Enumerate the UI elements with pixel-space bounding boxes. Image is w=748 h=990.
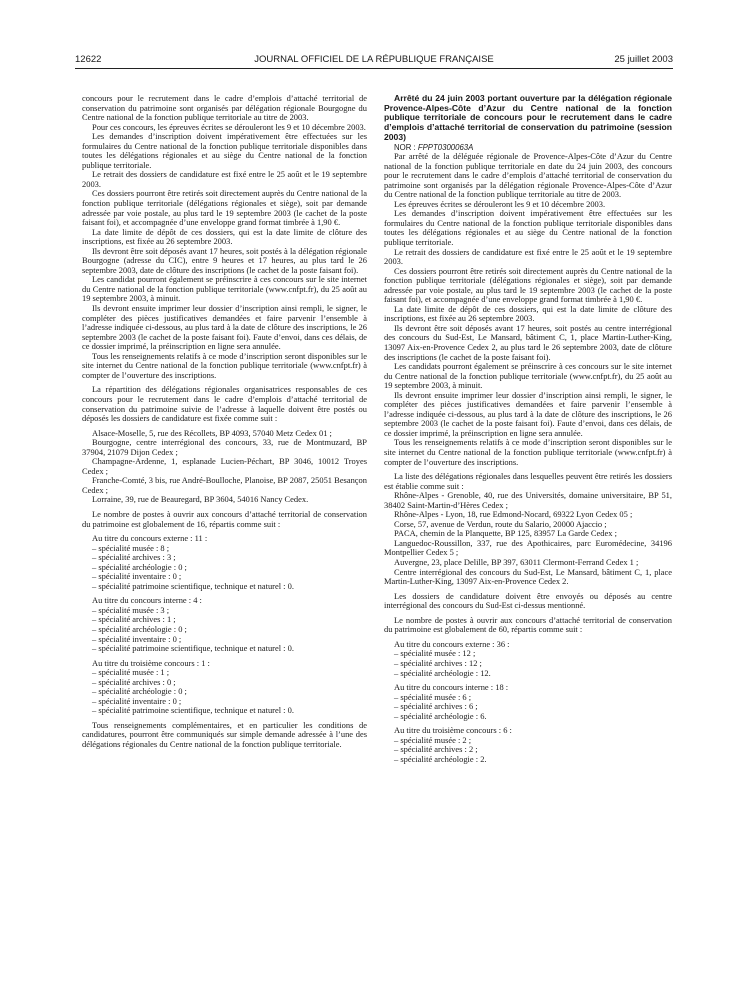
paragraph: Les demandes d’inscription doivent impérativement être effectuées sur les formulaires du Centre national de la fonction publique territoriale disponibles dans toutes les délégations régionales et au siège du Centre national de la fonction publique territoriale. [384, 208, 672, 247]
list-item: – spécialité musée : 3 ; [92, 604, 170, 615]
paragraph: Le nombre de postes à ouvrir aux concours d’attaché territorial de conservation du patrimoine est globalement de 16, répartis comme suit : [82, 508, 367, 529]
paragraph: Le retrait des dossiers de candidature est fixé entre le 25 août et le 19 septembre 2003. [82, 169, 367, 189]
list-item: – spécialité archives : 3 ; [92, 552, 176, 563]
paragraph: Pour ces concours, les épreuves écrites se dérouleront les 9 et 10 décembre 2003. [92, 121, 366, 132]
nor-label: NOR : [394, 142, 416, 152]
list-item: – spécialité inventaire : 0 ; [92, 633, 182, 644]
list-item: – spécialité inventaire : 0 ; [92, 695, 182, 706]
list-item: – spécialité musée : 1 ; [92, 667, 170, 678]
paragraph: Alsace-Moselle, 5, rue des Récollets, BP 4093, 57040 Metz Cedex 01 ; [92, 427, 332, 438]
journal-title: JOURNAL OFFICIEL DE LA RÉPUBLIQUE FRANÇAISE [254, 54, 494, 65]
header-rule [75, 68, 673, 69]
paragraph: Ils devront être soit déposés avant 17 heures, soit postés à la délégation régionale Bourgogne (adresse du CIC), entre 9 heures et 17 heures, au plus tard le 26 septembre 2003, date de clôture des inscriptions (le cachet de la poste faisant foi). [82, 245, 367, 275]
list-item: – spécialité archéologie : 2. [394, 753, 487, 764]
paragraph: Ils devront être soit déposés avant 17 heures, soit postés au centre interrégional des concours du Sud-Est, Le Mansard, bâtiment C, 1, place Martin-Luther-King, 13097 Aix-en-Provence Cedex 2, au plus tard le 26 septembre 2003, date de clôture des inscriptions (le cachet de la poste faisant foi). [384, 322, 672, 362]
paragraph: La date limite de dépôt de ces dossiers, qui est la date limite de clôture des inscriptions, est fixée au 26 septembre 2003. [384, 303, 672, 324]
paragraph: Auvergne, 23, place Delille, BP 397, 63011 Clermont-Ferrand Cedex 1 ; [394, 557, 639, 568]
list-item: – spécialité archives : 1 ; [92, 614, 176, 625]
paragraph: Ces dossiers pourront être retirés soit directement auprès du Centre national de la fonction publique territoriale (délégations régionales et siège), soit par demande adressée par voie postale, au plus tard le 19 septembre 2003 (le cachet de la poste faisant foi), et accompagnée d’une enveloppe grand format timbrée à 1,90 €. [384, 265, 672, 305]
paragraph: concours pour le recrutement dans le cadre d’emplois d’attaché territorial de conservation du patrimoine sont organisés par délégation régionale Bourgogne du Centre national de la fonction publique territoriale au titre de 2003. [82, 93, 367, 123]
list-item: – spécialité archéologie : 0 ; [92, 686, 187, 697]
list-heading: Au titre du troisième concours : 1 : [92, 657, 210, 668]
nor-code: FPPT0300063A [417, 142, 474, 152]
paragraph: Corse, 57, avenue de Verdun, route du Salario, 20000 Ajaccio ; [394, 518, 607, 529]
paragraph: Rhône-Alpes - Grenoble, 40, rue des Universités, domaine universitaire, BP 51, 38402 Saint-Martin-d’Hères Cedex ; [384, 490, 672, 510]
paragraph: La date limite de dépôt de ces dossiers, qui est la date limite de clôture des inscriptions, est fixée au 26 septembre 2003. [82, 226, 367, 247]
paragraph: Les candidats pourront également se préinscrire à ces concours sur le site internet du Centre national de la fonction publique territoriale (www.cnfpt.fr), du 25 août au 19 septembre 2003, à minuit. [384, 361, 672, 391]
decree-title: Arrêté du 24 juin 2003 portant ouverture par la délégation régionale Provence-Alpes-Côte d’Azur du Centre national de la fonction publique territoriale de concours pour le recrutement dans le cadre d’emplois d’attaché territorial de conservation du patrimoine (session 2003) [384, 93, 672, 142]
publication-date: 25 juillet 2003 [614, 54, 673, 65]
paragraph: Rhône-Alpes - Lyon, 18, rue Edmond-Nocard, 69322 Lyon Cedex 05 ; [394, 509, 633, 520]
list-item: – spécialité archives : 12 ; [394, 657, 482, 668]
paragraph: Ils devront ensuite imprimer leur dossier d’inscription ainsi rempli, le signer, le compléter des pièces justificatives demandées et faire parvenir l’ensemble à l’adresse indiquée ci-dessous, au plus tard à la date de clôture des inscriptions, le 26 septembre 2003 (le cachet de la poste faisant foi). Faute d’envoi, dans ces délais, de ce dossier imprimé, la préinscription en ligne sera annulée. [82, 303, 367, 352]
paragraph: PACA, chemin de la Planquette, BP 125, 83957 La Garde Cedex ; [394, 528, 617, 539]
paragraph: Lorraine, 39, rue de Beauregard, BP 3604, 54016 Nancy Cedex. [92, 494, 309, 505]
paragraph: Le nombre de postes à ouvrir aux concours d’attaché territorial de conservation du patrimoine est globalement de 60, répartis comme suit : [384, 614, 672, 635]
list-item: – spécialité archives : 6 ; [394, 701, 478, 712]
page-number: 12622 [75, 54, 102, 65]
list-heading: Au titre du concours interne : 4 : [92, 595, 202, 606]
paragraph: Le retrait des dossiers de candidature est fixé entre le 25 août et le 19 septembre 2003. [384, 246, 672, 267]
list-item: – spécialité inventaire : 0 ; [92, 571, 182, 582]
right-column-body [384, 152, 672, 764]
right-column [384, 94, 672, 764]
paragraph: Les dossiers de candidature doivent être envoyés ou déposés au centre interrégional des concours du Sud-Est ci-dessus mentionné. [384, 590, 672, 611]
list-item: – spécialité archives : 2 ; [394, 744, 478, 755]
list-item: – spécialité archéologie : 0 ; [92, 561, 187, 572]
list-item: – spécialité patrimoine scientifique, technique et naturel : 0. [92, 580, 294, 591]
paragraph: Les candidat pourront également se préinscrire à ces concours sur le site internet du Centre national de la fonction publique territoriale (www.cnfpt.fr), du 25 août au 19 septembre 2003, à minuit. [82, 274, 367, 304]
paragraph: Languedoc-Roussillon, 337, rue des Apothicaires, parc Euromédecine, 34196 Montpellier Cedex 5 ; [384, 537, 672, 558]
paragraph: Les demandes d’inscription doivent impérativement être effectuées sur les formulaires du Centre national de la fonction publique territoriale disponibles dans toutes les délégations régionales et au siège du Centre national de la fonction publique territoriale. [82, 131, 367, 170]
list-item: – spécialité archéologie : 0 ; [92, 623, 187, 634]
paragraph: Par arrêté de la déléguée régionale de Provence-Alpes-Côte d’Azur du Centre national de la fonction publique territoriale en date du 24 juin 2003, des concours pour le recrutement dans le cadre d’emplois d’attaché territorial de conservation du patrimoine sont organisés par la délégation régionale Provence-Alpes-Côte d’Azur du Centre national de la fonction publique territoriale au titre de 2003. [384, 151, 672, 200]
left-column [82, 94, 367, 750]
paragraph: La liste des délégations régionales dans lesquelles peuvent être retirés les dossiers est établie comme suit : [384, 471, 672, 491]
list-item: – spécialité patrimoine scientifique, technique et naturel : 0. [92, 643, 294, 654]
list-heading: Au titre du concours interne : 18 : [394, 682, 509, 693]
paragraph: La répartition des délégations régionales organisatrices responsables de ces concours pour le recrutement dans le cadre d’emplois d’attaché territorial de conservation du patrimoine suivie de l’adresse à laquelle doivent être postés ou déposés les dossiers de candidature est fixée comme suit : [82, 384, 367, 424]
paragraph: Ces dossiers pourront être retirés soit directement auprès du Centre national de la fonction publique territoriale (délégations régionales et siège), soit par demande adressée par voie postale, au plus tard le 19 septembre 2003 (le cachet de la poste faisant foi), et accompagnée d’une enveloppe grand format timbrée à 1,90 €. [82, 188, 367, 228]
paragraph: Centre interrégional des concours du Sud-Est, Le Mansard, bâtiment C, 1, place Martin-Luther-King, 13097 Aix-en-Provence Cedex 2. [384, 566, 672, 587]
list-item: – spécialité archéologie : 6. [394, 710, 487, 721]
list-item: – spécialité archéologie : 12. [394, 667, 491, 678]
paragraph: Tous les renseignements relatifs à ce mode d’inscription seront disponibles sur le site internet du Centre national de la fonction publique territoriale (www.cnfpt.fr) à compter de l’ouverture des inscriptions. [384, 437, 672, 467]
paragraph: Tous les renseignements relatifs à ce mode d’inscription seront disponibles sur le site internet du Centre national de la fonction publique territoriale (www.cnfpt.fr) à compter de l’ouverture des inscriptions. [82, 350, 367, 380]
list-item: – spécialité musée : 2 ; [394, 734, 472, 745]
list-item: – spécialité musée : 8 ; [92, 542, 170, 553]
list-heading: Au titre du concours externe : 11 : [92, 533, 208, 544]
paragraph: Ils devront ensuite imprimer leur dossier d’inscription ainsi rempli, le signer, le compléter des pièces justificatives demandées et faire parvenir l’ensemble à l’adresse indiquée ci-dessous, au plus tard à la date de clôture des inscriptions, le 26 septembre 2003 (le cachet de la poste faisant foi). Faute d’envoi, dans ces délais, de ce dossier imprimé, la préinscription en ligne sera annulée. [384, 389, 672, 438]
list-item: – spécialité archives : 0 ; [92, 676, 176, 687]
list-heading: Au titre du concours externe : 36 : [394, 638, 510, 649]
list-item: – spécialité musée : 12 ; [394, 648, 476, 659]
list-item: – spécialité patrimoine scientifique, technique et naturel : 0. [92, 705, 294, 716]
paragraph: Champagne-Ardenne, 1, esplanade Lucien-Péchart, BP 3046, 10012 Troyes Cedex ; [82, 456, 367, 476]
paragraph: Les épreuves écrites se dérouleront les 9 et 10 décembre 2003. [394, 198, 606, 209]
paragraph: Tous renseignements complémentaires, et en particulier les conditions de candidatures, pourront être communiqués sur simple demande adressée à l’une des délégations régionales du Centre national de la fonction publique territoriale. [82, 719, 367, 749]
list-item: – spécialité musée : 6 ; [394, 691, 472, 702]
paragraph: Franche-Comté, 3 bis, rue André-Boulloche, Planoise, BP 2087, 25051 Besançon Cedex ; [82, 475, 367, 495]
list-heading: Au titre du troisième concours : 6 : [394, 725, 512, 736]
paragraph: Bourgogne, centre interrégional des concours, 33, rue de Montmuzard, BP 37904, 21079 Dijon Cedex ; [82, 437, 367, 457]
